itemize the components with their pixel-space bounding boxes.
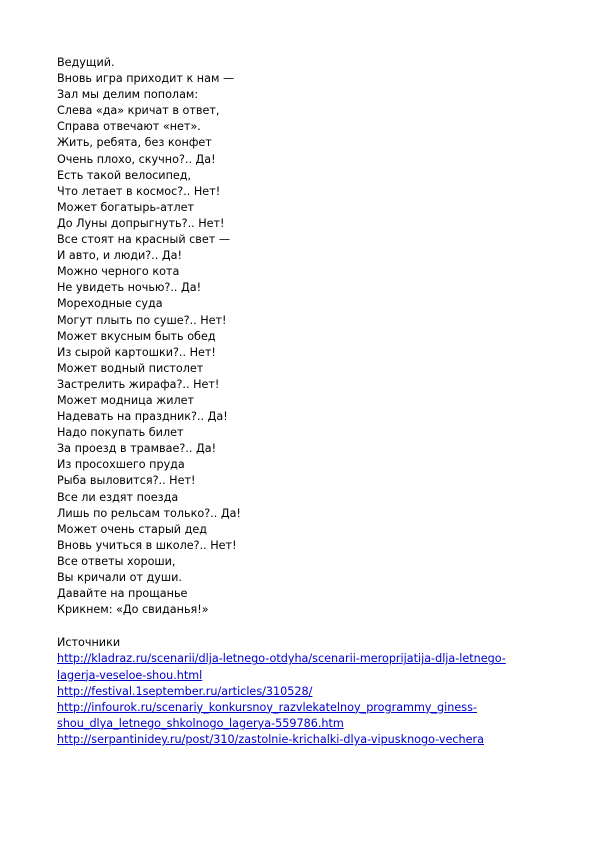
source-link-infourok-continued[interactable]: shou_dlya_letnego_shkolnogo_lagerya-559786.htm xyxy=(57,716,344,730)
poem-line: Все ответы хороши, xyxy=(57,554,176,568)
poem-line: Есть такой велосипед, xyxy=(57,168,192,182)
poem-line: Лишь по рельсам только?.. Да! xyxy=(57,506,241,520)
poem-line: Надо покупать билет xyxy=(57,426,184,440)
source-link-kladraz-continued[interactable]: lagerja-veseloe-shou.html xyxy=(57,668,203,682)
poem-line: Застрелить жирафа?.. Нет! xyxy=(57,377,220,391)
poem-line: За проезд в трамвае?.. Да! xyxy=(57,442,217,456)
poem-line: Справа отвечают «нет». xyxy=(57,120,201,134)
document-page xyxy=(57,55,557,748)
source-link-serpantinidey[interactable]: http://serpantinidey.ru/post/310/zastolnie-krichalki-dlya-vipusknogo-vechera xyxy=(57,732,484,746)
poem-line: Из сырой картошки?.. Нет! xyxy=(57,345,216,359)
poem-line: Вновь игра приходит к нам — xyxy=(57,72,235,86)
poem-line: Зал мы делим пополам: xyxy=(57,88,199,102)
poem-line: Может богатырь-атлет xyxy=(57,200,195,214)
poem-line: Может модница жилет xyxy=(57,393,195,407)
poem-text xyxy=(57,55,557,618)
poem-line: Что летает в космос?.. Нет! xyxy=(57,184,221,198)
poem-line: Все ли ездят поезда xyxy=(57,490,179,504)
poem-line: Могут плыть по суше?.. Нет! xyxy=(57,313,227,327)
poem-line: Жить, ребята, без конфет xyxy=(57,136,212,150)
poem-line: До Луны допрыгнуть?.. Нет! xyxy=(57,216,225,230)
poem-line: Не увидеть ночью?.. Да! xyxy=(57,281,202,295)
poem-line: Может очень старый дед xyxy=(57,522,207,536)
poem-line: Рыба выловится?.. Нет! xyxy=(57,474,196,488)
poem-line: Из просохшего пруда xyxy=(57,458,185,472)
poem-line: Крикнем: «До свиданья!» xyxy=(57,603,209,617)
source-link-festival[interactable]: http://festival.1september.ru/articles/310528/ xyxy=(57,684,313,698)
poem-line: Можно черного кота xyxy=(57,265,180,279)
paragraph-gap xyxy=(57,618,557,634)
source-link-kladraz[interactable]: http://kladraz.ru/scenarii/dlja-letnego-otdyha/scenarii-meroprijatija-dlja-letnego- xyxy=(57,652,506,666)
sources-title: Источники xyxy=(57,636,121,650)
poem-line: Мореходные суда xyxy=(57,297,163,311)
poem-line: Слева «да» кричат в ответ, xyxy=(57,104,220,118)
poem-line: Вы кричали от души. xyxy=(57,571,182,584)
poem-line: Может водный пистолет xyxy=(57,361,204,375)
poem-line: Вновь учиться в школе?.. Нет! xyxy=(57,538,237,552)
poem-line: Очень плохо, скучно?.. Да! xyxy=(57,152,216,166)
sources-links xyxy=(57,651,557,748)
poem-line: Ведущий. xyxy=(57,56,115,69)
poem-line: Все стоят на красный свет — xyxy=(57,233,231,247)
poem-line: Надевать на праздник?.. Да! xyxy=(57,410,228,424)
poem-line: И авто, и люди?.. Да! xyxy=(57,249,182,263)
source-link-infourok[interactable]: http://infourok.ru/scenariy_konkursnoy_razvlekatelnoy_programmy_giness- xyxy=(57,700,477,714)
poem-line: Может вкусным быть обед xyxy=(57,329,216,343)
sources-section xyxy=(57,635,557,748)
poem-line: Давайте на прощанье xyxy=(57,587,188,601)
